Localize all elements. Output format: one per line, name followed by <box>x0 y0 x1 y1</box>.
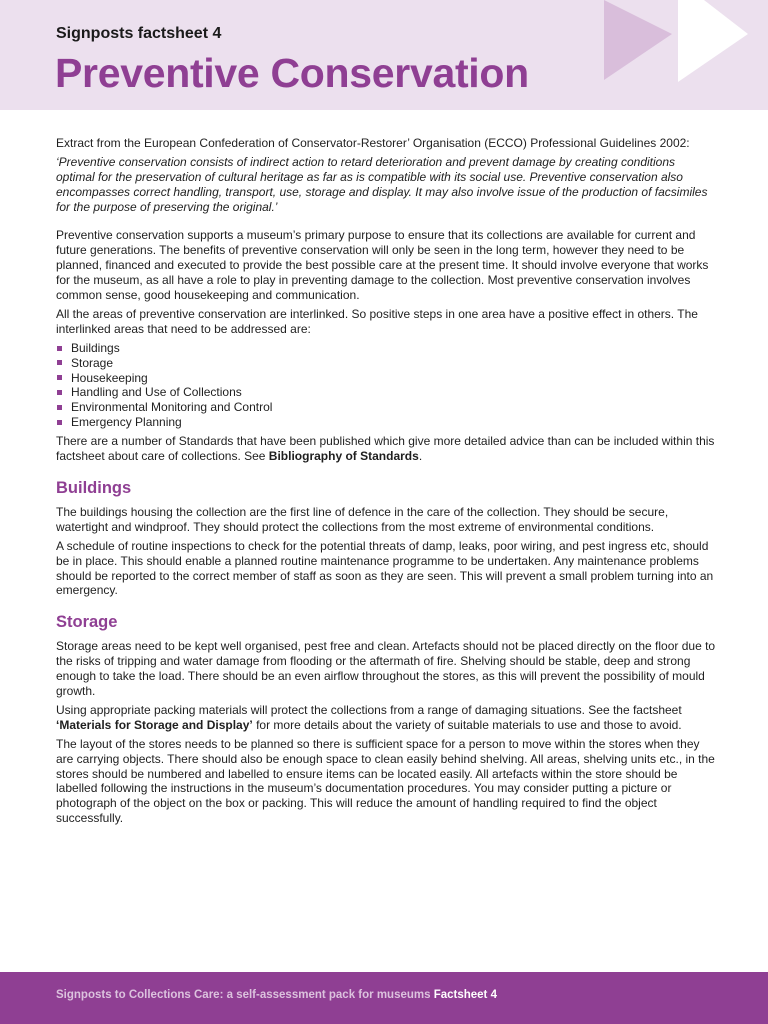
list-item <box>56 385 716 400</box>
storage-heading: Storage <box>56 613 118 632</box>
list-item <box>56 371 716 386</box>
bibliography-of-standards-ref: Bibliography of Standards <box>268 449 419 464</box>
chevron-arrows-decoration <box>600 0 768 110</box>
list-item-label: Storage <box>71 355 114 370</box>
materials-factsheet-ref: ‘Materials for Storage and Display’ <box>56 717 253 732</box>
list-item <box>56 415 716 430</box>
header-banner <box>0 0 768 110</box>
list-item <box>56 356 716 371</box>
bullet-square-icon <box>57 375 62 380</box>
footer-factsheet-number: Factsheet 4 <box>433 989 497 1001</box>
standards-text: There are a number of Standards that have been published which give more detailed advice than can be included within this factsheet about care of collections. See <box>56 434 715 464</box>
standards-paragraph <box>56 434 716 464</box>
intro-paragraph-2: All the areas of preventive conservation are interlinked. So positive steps in one area have a positive effect in others. The interlinked areas that need to be addressed are: <box>56 306 698 336</box>
bullet-square-icon <box>57 360 62 365</box>
ecco-quote: ‘Preventive conservation consists of indirect action to retard deterioration and prevent damage by creating conditions optimal for the preservation of cultural heritage as far as is compatible with its social use. Preventive conservation also encompasses correct handling, transport, use, storage and display. It may also involve issue of the production of facsimiles for the purpose of preserving the original.’ <box>56 155 708 214</box>
bullet-square-icon <box>57 390 62 395</box>
bullet-square-icon <box>57 420 62 425</box>
list-item-label: Emergency Planning <box>71 415 182 430</box>
buildings-paragraph-1: The buildings housing the collection are the first line of defence in the care of the collection. They should be secure, watertight and windproof. They should protect the collections from the most extreme of environmental conditions. <box>56 504 669 534</box>
storage-p2-end: for more details about the variety of suitable materials to use and those to avoid. <box>252 717 682 732</box>
list-item-label: Housekeeping <box>71 370 148 385</box>
list-item-label: Handling and Use of Collections <box>71 385 242 400</box>
intro-paragraph-1: Preventive conservation supports a museum’s primary purpose to ensure that its collections are available for current and future generations. The benefits of preventive conservation will only be seen in the long term, however they need to be planned, financed and executed to provide the best possible care at the present time. It should involve everyone that works for the museum, as all have a role to play in preventing damage to the collection. Most preventive conservation involves common sense, good housekeeping and communication. <box>56 228 709 302</box>
footer-bar <box>0 972 768 1024</box>
storage-p2-text: Using appropriate packing materials will protect the collections from a range of damaging situations. See the factsheet <box>56 702 682 717</box>
interlinked-areas-list <box>56 341 716 430</box>
storage-paragraph-2 <box>56 703 716 733</box>
main-content <box>56 136 716 830</box>
storage-paragraph-1: Storage areas need to be kept well organised, pest free and clean. Artefacts should not be placed directly on the floor due to the risks of tripping and water damage from flooding or the aftermath of fire. Shelving should be stable, deep and strong enough to take the load. There should be an even airflow throughout the stores, as this will prevent the possibility of mould growth. <box>56 639 716 698</box>
footer-pack-title: Signposts to Collections Care: a self-assessment pack for museums <box>56 989 434 1001</box>
list-item-label: Environmental Monitoring and Control <box>71 400 273 415</box>
series-label: Signposts factsheet 4 <box>56 25 222 42</box>
list-item-label: Buildings <box>71 341 120 356</box>
buildings-paragraph-2: A schedule of routine inspections to check for the potential threats of damp, leaks, poor wiring, and pest ingress etc, should be in place. This should enable a planned routine maintenance programme to be undertaken. Any maintenance problems should be reported to the correct member of staff as soon as they are seen. This will prevent a small problem turning into an emergency. <box>56 539 714 598</box>
list-item <box>56 400 716 415</box>
storage-paragraph-3: The layout of the stores needs to be planned so there is sufficient space for a person to move within the stores when they are carrying objects. There should also be enough space to clean easily behind shelving. All areas, shelving units etc., in the stores should be numbered and labelled to ensure items can be located easily. All artefacts within the store should be labelled following the instructions in the museum’s documentation procedures. You may consider putting a picture or photograph of the object on the box or packing. This will reduce the amount of handling required to find the object successfully. <box>56 737 715 825</box>
bullet-square-icon <box>57 346 62 351</box>
extract-intro: Extract from the European Confederation of Conservator-Restorer’ Organisation (ECCO) Professional Guidelines 2002: <box>56 136 690 150</box>
list-item <box>56 341 716 356</box>
page-title: Preventive Conservation <box>55 50 529 96</box>
buildings-heading: Buildings <box>56 478 132 497</box>
bullet-square-icon <box>57 405 62 410</box>
footer-text <box>56 989 497 1001</box>
standards-end: . <box>418 449 423 464</box>
